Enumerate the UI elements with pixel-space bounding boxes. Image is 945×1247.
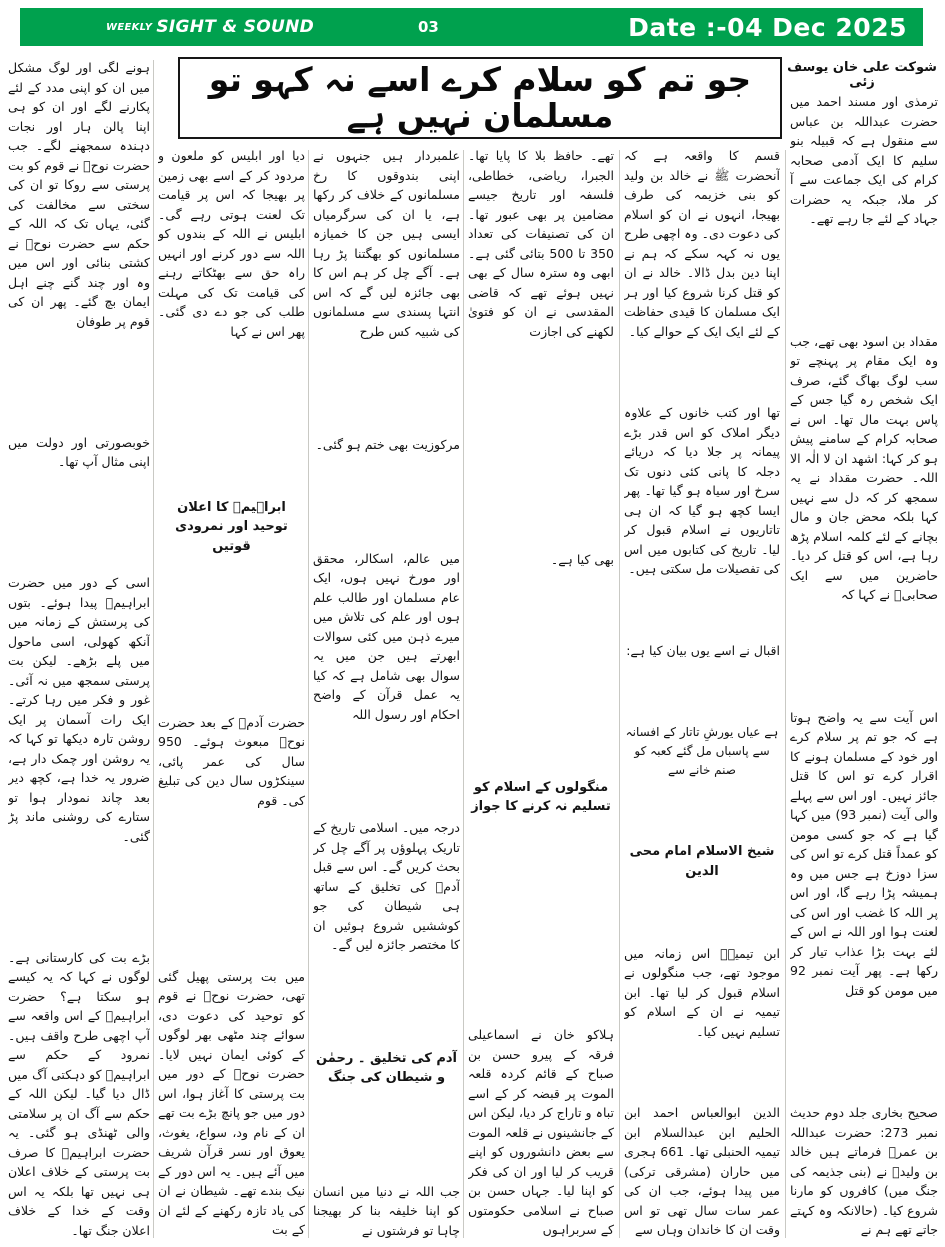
body-paragraph: ترمذی اور مسند احمد میں حضرت عبداللہ بن عباس سے منقول ہے کہ قبیلہ بنو سلیم کا ایک آدمی صحابہ کرام کی ایک جماعت سے آ کر ملا، جبکہ یہ حضرات جہاد کے لئے جا رہے تھے۔ [790, 94, 938, 226]
brand-title: SIGHT & SOUND [156, 17, 315, 37]
body-paragraph: میں بت پرستی پھیل گئی تھی، حضرت نوحؑ نے قوم کو توحید کی دعوت دی، سوائے چند مٹھی بھر لوگوں کے کوئی ایمان نہیں لایا۔ حضرت نوحؑ کے دور میں بت پرستی کا آغاز ہوا، اس دور میں جو پانچ بڑے بت تھے ان کے نام ود، سواع، یغوث، یعوق اور نسر قرآن شریف میں آئے ہیں۔ یہ اس دور کے نیک بندے تھے۔ شیطان نے ان کی یاد تازہ رکھنے کے لئے ان کے بت [158, 968, 305, 1238]
body-paragraph: جب اللہ نے دنیا میں انسان کو اپنا خلیفہ بنا کر بھیجنا چاہا تو فرشتوں نے [313, 1183, 460, 1238]
body-paragraph: اسی کے دور میں حضرت ابراہیمؑ پیدا ہوئے۔ بتوں کی پرستش کے زمانہ میں آنکھ کھولی، اسی ماحول میں پلے بڑھے۔ لیکن بت پرستی سمجھ میں نہ آئی۔ غور و فکر میں رہا کرتے۔ ایک رات آسمان پر ایک روشن تارہ دیکھا تو کہا کہ یہ روشن اور چمک دار ہے، ضرور یہ خدا ہے، کچھ دیر بعد چاند نمودار ہوا تو ستارے کی روشنی ماند پڑ گئی۔ [8, 575, 150, 844]
body-paragraph: قسم کا واقعہ ہے کہ آنحضرت ﷺ نے خالد بن ولید کو بنی خزیمہ کی طرف بھیجا، انہوں نے ان کو اسلام کی دعوت دی۔ وہ اچھی طرح یوں نہ کہہ سکے کہ ہم نے اپنا دین بدل ڈالا۔ خالد نے ان کو قتل کرنا شروع کیا اور ہر ایک مسلمان کا قیدی حفاظت کے لئے ایک ایک کے حوالے کیا۔ [624, 148, 780, 339]
article-column-3 [468, 146, 614, 1240]
masthead [20, 8, 923, 46]
body-paragraph: اقبال نے اسے یوں بیان کیا ہے: [626, 643, 780, 659]
column-divider [785, 150, 786, 1238]
body-paragraph: میں عالم، اسکالر، محقق اور مورخ نہیں ہوں، ایک عام مسلمان اور طالب علم ہوں اور علم کی تلاش میں میرے ذہن میں کئی سوالات ابھرتے ہیں جن میں یہ سوال بھی شامل ہے کہ کیا یہ عمل قرآن کے واضح احکام اور رسول اللہ [313, 550, 460, 722]
body-paragraph: ابن تیمیہؒ اس زمانہ میں موجود تھے، جب منگولوں نے اسلام قبول کر لیا تھا۔ ابن تیمیہ نے ان کے اسلام کو تسلیم نہیں کیا۔ [624, 945, 780, 1039]
article-column-5 [158, 146, 305, 1240]
brand [106, 8, 314, 46]
body-paragraph: الدین ابوالعباس احمد ابن الحلیم ابن عبدالسلام ابن تیمیہ الحنبلی تھا۔ 661 ہجری میں حاران (مشرقی ترکی) میں پیدا ہوئے، جب ان کی عمر سات سال تھی تو اس وقت ان کا خاندان وہاں سے [624, 1105, 780, 1238]
section-heading: آدم کی تخلیق ۔ رحمٰن و شیطان کی جنگ [316, 1050, 457, 1085]
article-column-2 [624, 146, 780, 1240]
body-paragraph: مقداد بن اسود بھی تھے، جب وہ ایک مقام پر پہنچے تو سب لوگ بھاگ گئے، صرف ایک شخص رہ گیا جس کے پاس بہت مال تھا۔ اس نے صحابہ کرام کے سامنے پیش ہو کر کہا: اشھد ان لا الٰہ الا اللہ۔ حضرت مقداد نے یہ سمجھ کر کہ دل سے نہیں کہا بلکہ محض جان و مال بچانے کے لئے کلمہ اسلام پڑھ رہا ہے، اس کو قتل کر دیا۔ حاضرین میں سے ایک صحابیؓ نے کہا کہ [790, 333, 938, 603]
body-paragraph: دیا اور ابلیس کو ملعون و مردود کر کے اسے بھی زمین پر بھیجا کہ اس پر قیامت تک لعنت ہوتی رہے گی۔ ابلیس نے اللہ کے بندوں کو اللہ سے دور کرنے اور انہیں راہ حق سے بھٹکاتے رہنے کی قیامت تک کی مہلت طلب کی جو دے دی گئی۔ پھر اس نے کہا [158, 148, 305, 339]
issue-date: Date :-04 Dec 2025 [628, 12, 907, 42]
page-number: 03 [418, 18, 439, 36]
body-paragraph: مرکوزیت بھی ختم ہو گئی۔ [315, 437, 460, 452]
body-paragraph: تھا اور کتب خانوں کے علاوہ دیگر املاک کو اس قدر بڑے پیمانہ پر جلا دیا کہ دریائے دجلہ کا پانی کئی دنوں تک سرخ اور سیاہ ہو گیا تھا۔ پھر ایسا کچھ ہو گیا کہ ان ہی تاتاریوں نے اسلام قبول کر لیا۔ تاریخ کی کتابوں میں اس کی تفصیلات مل سکتی ہیں۔ [624, 405, 780, 577]
article-column-1 [790, 92, 938, 1240]
body-paragraph: علمبردار ہیں جنہوں نے اپنی بندوقوں کا رخ مسلمانوں کے خلاف کر رکھا ہے، یا ان کی سرگرمیاں ایسی ہیں جن کا خمیازہ مسلمانوں کو بھگتنا پڑ رہا ہے۔ آگے چل کر ہم اس کا بھی جائزہ لیں گے کہ اس انتہا پسندی سے مسلمانوں کی شبیہ کس طرح [313, 148, 460, 339]
body-paragraph: درجہ میں۔ اسلامی تاریخ کے تاریک پہلوؤں پر آگے چل کر بحث کریں گے۔ اس سے قبل آدمؑ کی تخلیق کے ساتھ ہی شیطان کی جو کوششیں شروع ہوئیں ان کا مختصر جائزہ لیں گے۔ [313, 820, 460, 952]
body-paragraph: خوبصورتی اور دولت میں اپنی مثال آپ تھا۔ [8, 434, 150, 469]
column-divider [153, 60, 154, 1238]
article-column-4 [313, 146, 460, 1240]
article-column-6 [8, 58, 150, 1240]
column-divider [308, 150, 309, 1238]
body-paragraph: بھی کیا ہے۔ [550, 551, 614, 567]
section-heading: منگولوں کے اسلام کو تسلیم نہ کرنے کا جواز [471, 779, 611, 815]
body-paragraph: ہونے لگی اور لوگ مشکل میں ان کو اپنی مدد کے لئے پکارنے لگے اور ان کو ہی اپنا پالن ہار اور نجات دہندہ سمجھنے لگے۔ جب حضرت نوحؑ نے قوم کو بت پرستی سے روکا تو ان کی سختی سے مخالفت کی گئی، یہاں تک کہ اللہ کے حکم سے حضرت نوحؑ نے کشتی بنائی اور اس میں وہ اور چند گنے چنے اہل ایمان بچ گئے۔ پھر ان کی قوم پر طوفان [8, 60, 150, 329]
page-title: جو تم کو سلام کرے اسے نہ کہو تو مسلمان نہیں ہے [208, 60, 752, 135]
column-divider [463, 150, 464, 1238]
body-paragraph: ہلاکو خان نے اسماعیلی فرقہ کے پیرو حسن بن صباح کے قائم کردہ قلعہ الموت پر قبضہ کر کے اسے تباہ و تاراج کر دیا، لیکن اس کے جانشینوں نے قلعہ الموت سے بعض دانشوروں کو اپنے قریب کر لیا اور ان کی فکر کو اپنا لیا۔ جہاں حسن بن صباح نے اسلامی حکومتوں کے سربراہوں [468, 1027, 614, 1238]
body-paragraph: تھے۔ حافظ بلا کا پایا تھا۔ الجبرا، ریاضی، خطاطی، فلسفہ اور تاریخ جیسے مضامین پر بھی عبور تھا۔ ان کی تصنیفات کی تعداد 350 تا 500 بتائی گئی ہے۔ ابھی وہ سترہ سال کے بھی نہیں ہوئے تھے کہ قاضی المقدسی نے ان کو فتویٰ لکھنے کی اجازت [468, 148, 614, 339]
headline-box [178, 57, 782, 139]
body-paragraph: حضرت آدمؑ کے بعد حضرت نوحؑ مبعوث ہوئے۔ 950 سال کی عمر پائی، سینکڑوں سال دین کی تبلیغ کی۔ قوم [158, 714, 305, 808]
section-heading: ابراہیمؑ کا اعلان توحید اور نمرودی قوتیں [175, 499, 288, 554]
body-paragraph: صحیح بخاری جلد دوم حدیث نمبر 273: حضرت عبداللہ بن عمرؓ فرماتے ہیں خالد بن ولیدؓ نے (بنی جذیمہ کی جنگ میں) کافروں کو مارنا شروع کیا۔ (حالانکہ وہ کہتے جاتے تھے ہم نے [790, 1105, 938, 1238]
body-paragraph: اس آیت سے یہ واضح ہوتا ہے کہ جو تم پر سلام کرے اور خود کے مسلمان ہونے کا اقرار کرے تو اس کا قتل جائز نہیں۔ اور اس سے پہلے والی آیت (نمبر 93) میں کہا گیا ہے کہ جو کسی مومن کو عمداً قتل کرے تو اس کی سزا دوزخ ہے جس میں وہ ہمیشہ پڑا رہے گا، اور اس پر اللہ کا غضب اور اس کی لعنت ہوا اور اللہ نے اس کے لئے بہت بڑا عذاب تیار کر رکھا ہے۔ پھر آیت نمبر 92 میں مومن کو قتل [790, 709, 938, 998]
column-divider [619, 150, 620, 1238]
body-paragraph: بڑے بت کی کارستانی ہے۔ لوگوں نے کہا کہ یہ کیسے ہو سکتا ہے؟ حضرت ابراہیمؑ کے اس واقعہ سے آپ اچھی طرح واقف ہیں۔ نمرود کے حکم سے ابراہیمؑ کو دہکتی آگ میں ڈال دیا گیا۔ لیکن اللہ کے حکم سے آگ ان پر سلامتی والی ٹھنڈی ہو گئی۔ یہ حضرت ابراہیمؑ کا صرف بت پرستی کے خلاف اعلان ہی نہیں تھا بلکہ یہ اس وقت کے خدا کے خلاف اعلان جنگ تھا۔ [8, 949, 150, 1238]
brand-weekly-label: WEEKLY [106, 21, 153, 33]
poetry-couplet: ہے عیاں یورشِ تاتار کے افسانہ سے پاسباں مل گئے کعبہ کو صنم خانے سے [625, 724, 779, 777]
byline-author: شوکت علی خان یوسف زئی [787, 60, 937, 90]
section-heading: شیخ الاسلام امام محی الدین [629, 844, 775, 879]
